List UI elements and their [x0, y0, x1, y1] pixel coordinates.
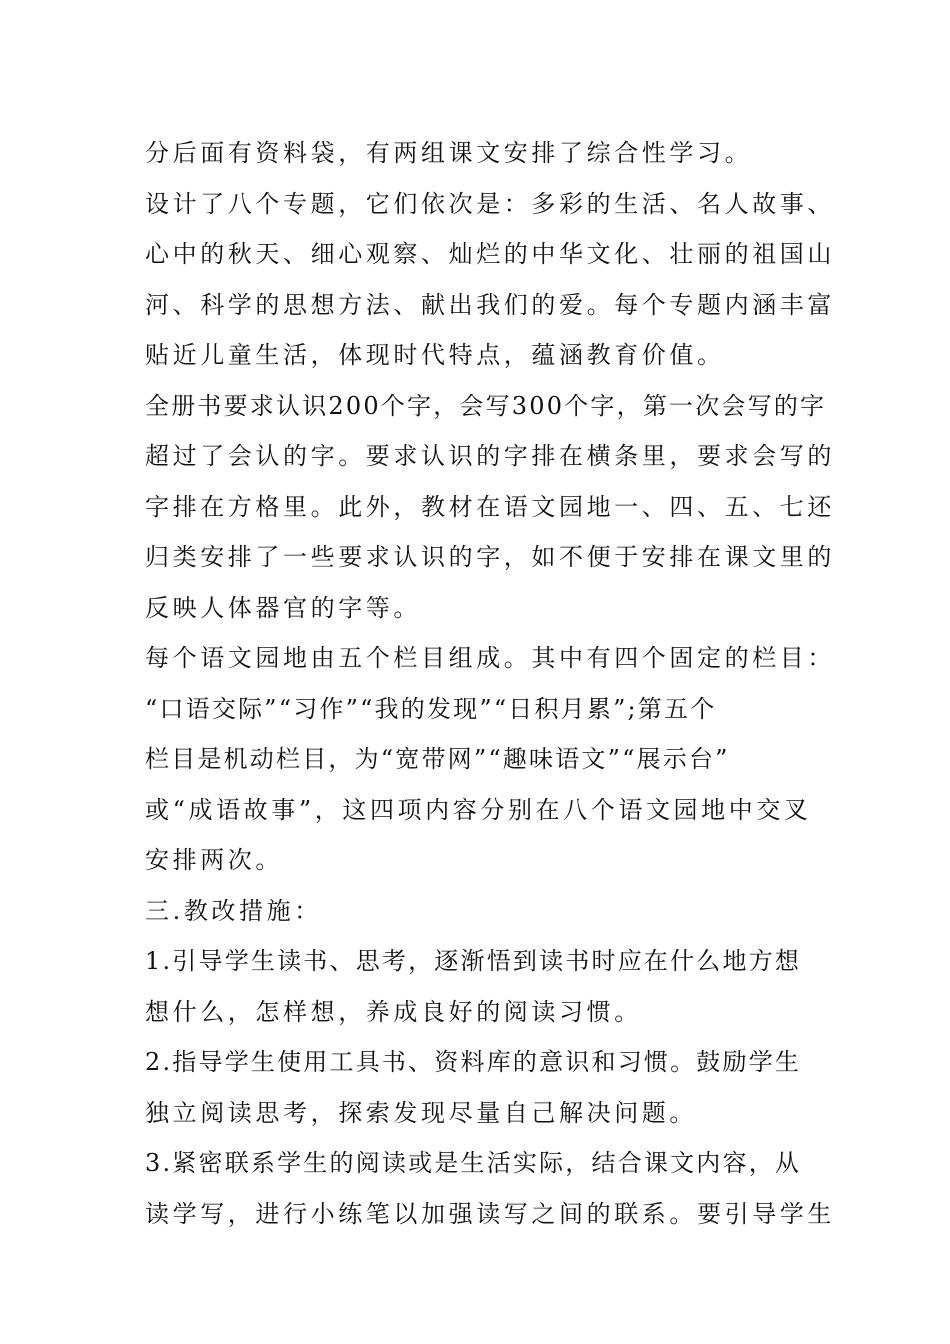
text-line: 3.紧密联系学生的阅读或是生活实际，结合课文内容，从 — [145, 1149, 802, 1177]
text-line: 河、科学的思想方法、献出我们的爱。每个专题内涵丰富 — [145, 290, 835, 319]
section-heading: 三.教改措施： — [145, 896, 322, 925]
document-body — [145, 128, 835, 1239]
text-line: 归类安排了一些要求认识的字，如不便于安排在课文里的 — [145, 543, 835, 571]
text-line: 心中的秋天、细心观察、灿烂的中华文化、壮丽的祖国山 — [145, 240, 835, 268]
text-line: 贴近儿童生活，体现时代特点，蕴涵教育价值。 — [145, 341, 725, 369]
text-line: 1.引导学生读书、思考，逐渐悟到读书时应在什么地方想 — [145, 947, 802, 975]
text-line: 全册书要求认识200个字，会写300个字，第一次会写的字 — [145, 391, 827, 420]
text-line: 想什么，怎样想，养成良好的阅读习惯。 — [145, 997, 642, 1026]
text-line: 设计了八个专题，它们依次是：多彩的生活、名人故事、 — [145, 189, 835, 218]
text-line: 2.指导学生使用工具书、资料库的意识和习惯。鼓励学生 — [145, 1048, 802, 1076]
text-line: 独立阅读思考，探索发现尽量自己解决问题。 — [145, 1098, 697, 1127]
text-line: 每个语文园地由五个栏目组成。其中有四个固定的栏目： — [145, 644, 835, 672]
text-line: “口语交际”“习作”“我的发现”“日积月累”;第五个 — [145, 694, 717, 723]
text-line: 反映人体器官的字等。 — [145, 593, 421, 622]
text-line: 字排在方格里。此外，教材在语文园地一、四、五、七还 — [145, 492, 835, 521]
text-line: 或“成语故事”，这四项内容分别在八个语文园地中交叉 — [145, 795, 812, 824]
text-line: 安排两次。 — [145, 846, 283, 874]
text-line: 栏目是机动栏目，为“宽带网”“趣味语文”“展示台” — [145, 745, 730, 773]
text-line: 读学写，进行小练笔以加强读写之间的联系。要引导学生 — [145, 1199, 835, 1228]
text-line: 超过了会认的字。要求认识的字排在横条里，要求会写的 — [145, 442, 835, 470]
text-line: 分后面有资料袋，有两组课文安排了综合性学习。 — [145, 139, 753, 167]
